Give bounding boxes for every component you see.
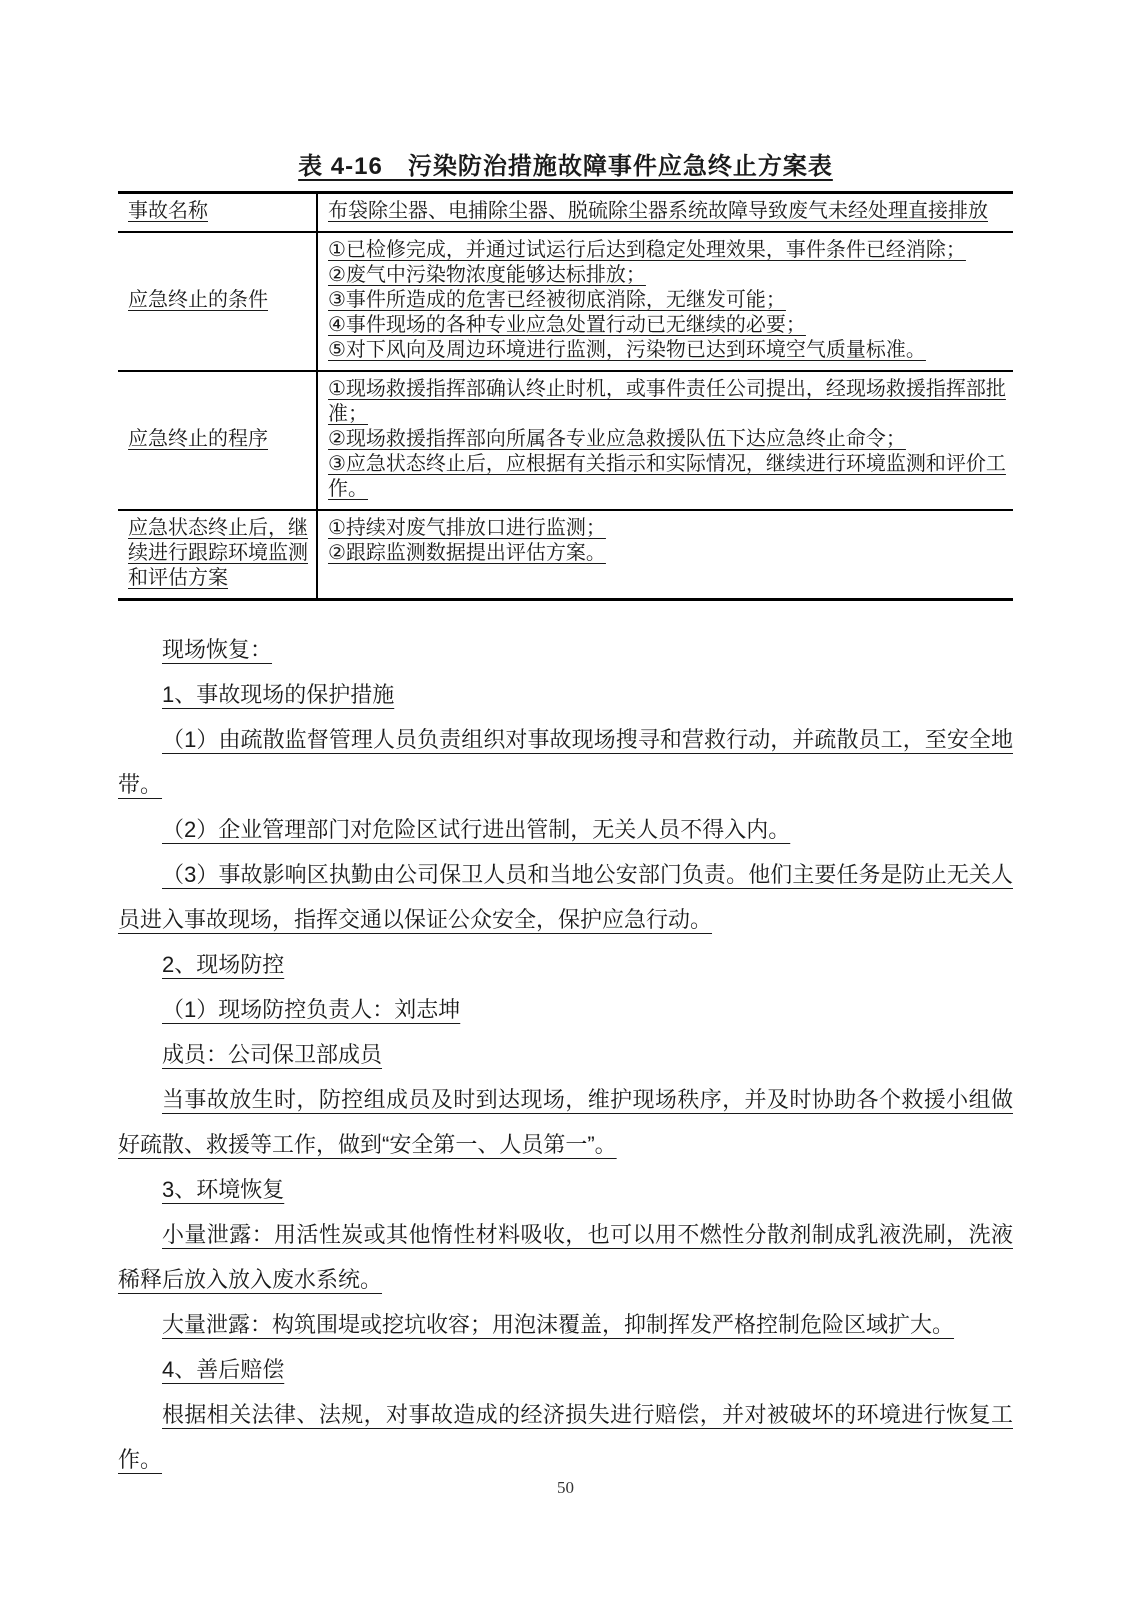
- paragraph-section1-item3: （3）事故影响区执勤由公司保卫人员和当地公安部门负责。他们主要任务是防止无关人员进入事故现场，指挥交通以保证公众安全，保护应急行动。: [118, 862, 1013, 932]
- paragraph-section2-members: 成员：公司保卫部成员: [162, 1042, 383, 1067]
- paragraph-section3-large-leak: 大量泄露：构筑围堤或挖坑收容；用泡沫覆盖，抑制挥发严格控制危险区域扩大。: [162, 1312, 955, 1337]
- row-label: 应急终止的条件: [128, 289, 268, 311]
- paragraph-section1-item2: （2）企业管理部门对危险区试行进出管制，无关人员不得入内。: [162, 817, 791, 842]
- paragraph-section4-compensation: 根据相关法律、法规，对事故造成的经济损失进行赔偿，并对被破坏的环境进行恢复工作。: [118, 1402, 1013, 1472]
- row-content-cell: [318, 511, 1013, 598]
- row-label: 应急终止的程序: [128, 428, 268, 450]
- table-row-accident-name: [118, 194, 1013, 233]
- table-row-termination-conditions: [118, 233, 1013, 372]
- row-label-cell: [118, 372, 318, 509]
- content-line: ④事件现场的各种专业应急处置行动已无继续的必要；: [328, 314, 806, 336]
- paragraph-section1-item1: （1）由疏散监督管理人员负责组织对事故现场搜寻和营救行动，并疏散员工，至安全地带。: [118, 727, 1013, 797]
- content-line: ②跟踪监测数据提出评估方案。: [328, 542, 606, 564]
- content-line: ②废气中污染物浓度能够达标排放；: [328, 264, 646, 286]
- content-line: 布袋除尘器、电捕除尘器、脱硫除尘器系统故障导致废气未经处理直接排放: [328, 200, 988, 222]
- row-content-cell: [318, 233, 1013, 370]
- body-text: [118, 627, 1013, 1482]
- table-row-termination-procedure: [118, 372, 1013, 511]
- content-line: ①持续对废气排放口进行监测；: [328, 517, 606, 539]
- content-line: ③事件所造成的危害已经被彻底消除，无继发可能；: [328, 289, 786, 311]
- content-line: ②现场救援指挥部向所属各专业应急救援队伍下达应急终止命令；: [328, 428, 906, 450]
- content-line: ③应急状态终止后，应根据有关指示和实际情况，继续进行环境监测和评价工作。: [328, 453, 1006, 500]
- document-body: [118, 146, 1013, 1482]
- table-row-followup-monitoring: [118, 511, 1013, 598]
- content-line: ①现场救援指挥部确认终止时机，或事件责任公司提出，经现场救援指挥部批准；: [328, 378, 1006, 425]
- paragraph-section1-heading: 1、事故现场的保护措施: [162, 682, 395, 707]
- paragraph-section2-duties: 当事故放生时，防控组成员及时到达现场，维护现场秩序，并及时协助各个救援小组做好疏散、救援等工作，做到“安全第一、人员第一”。: [118, 1087, 1013, 1157]
- paragraph-section3-small-leak: 小量泄露：用活性炭或其他惰性材料吸收，也可以用不燃性分散剂制成乳液洗刷，洗液稀释后放入放入废水系统。: [118, 1222, 1013, 1292]
- paragraph-section3-heading: 3、环境恢复: [162, 1177, 285, 1202]
- paragraph-section4-heading: 4、善后赔偿: [162, 1357, 285, 1382]
- row-content-cell: [318, 194, 1013, 231]
- content-line: ①已检修完成，并通过试运行后达到稳定处理效果，事件条件已经消除；: [328, 239, 966, 261]
- paragraph-site-recovery-heading: 现场恢复：: [162, 637, 273, 662]
- page-number: 50: [557, 1478, 574, 1497]
- row-label: 事故名称: [128, 200, 208, 222]
- row-label-cell: [118, 194, 318, 231]
- paragraph-section2-heading: 2、现场防控: [162, 952, 285, 977]
- paragraph-section2-leader: （1）现场防控负责人：刘志坤: [162, 997, 461, 1022]
- row-label: 应急状态终止后，继续进行跟踪环境监测和评估方案: [128, 517, 308, 589]
- row-label-cell: [118, 511, 318, 598]
- row-label-cell: [118, 233, 318, 370]
- emergency-termination-table: [118, 191, 1013, 601]
- table-caption: 表 4-16 污染防治措施故障事件应急终止方案表: [298, 153, 833, 180]
- content-line: ⑤对下风向及周边环境进行监测，污染物已达到环境空气质量标准。: [328, 339, 926, 361]
- row-content-cell: [318, 372, 1013, 509]
